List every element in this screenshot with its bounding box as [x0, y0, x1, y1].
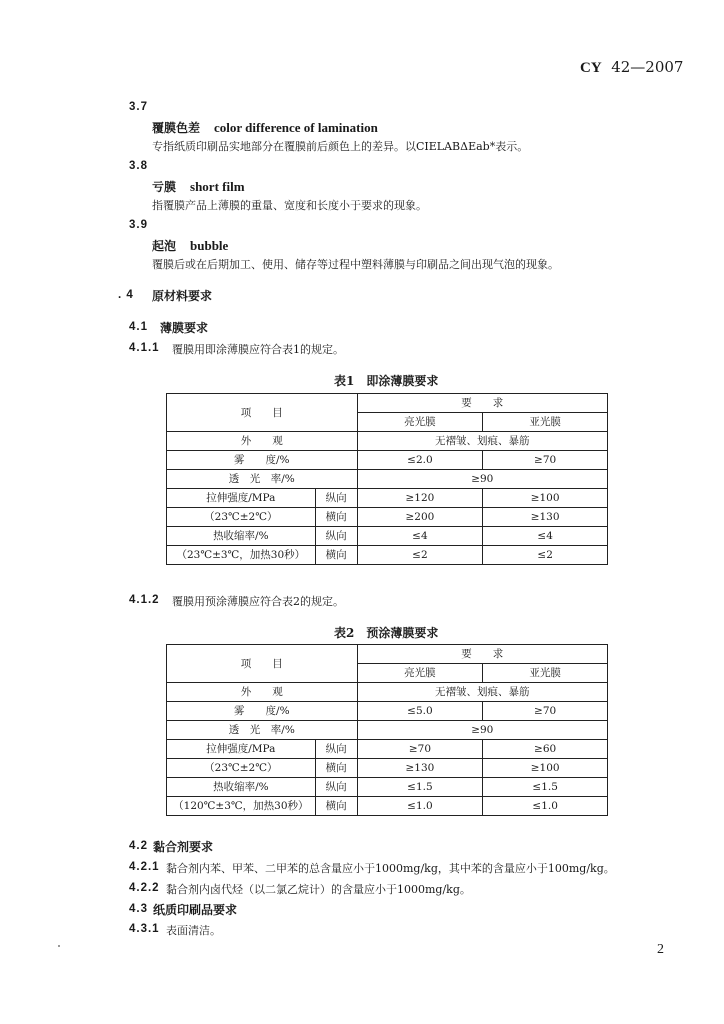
direction-label: 横向 [315, 797, 357, 816]
row-condition: （23℃±2℃） [167, 508, 316, 527]
document-header [580, 58, 683, 77]
section-number: 3.7 [129, 101, 148, 113]
cell-value: ≤4 [357, 527, 483, 546]
cell-value: ≥200 [357, 508, 483, 527]
clause-text: 覆膜用预涂薄膜应符合表2的规定。 [172, 595, 344, 608]
section-number: . 4 [118, 289, 134, 301]
term-chinese: 覆膜色差 [152, 121, 201, 135]
direction-label: 横向 [315, 759, 357, 778]
term-chinese: 起泡 [152, 239, 177, 253]
term-heading [152, 237, 228, 254]
clause-text: 覆膜用即涂薄膜应符合表1的规定。 [172, 343, 344, 356]
clause-text: 黏合剂内苯、甲苯、二甲苯的总含量应小于1000mg/kg，其中苯的含量应小于100mg/kg。 [166, 862, 615, 875]
term-heading [152, 119, 378, 136]
glossy-film-header: 亮光膜 [357, 413, 483, 432]
scan-speck [58, 945, 60, 947]
direction-label: 纵向 [315, 740, 357, 759]
section-number: 4.1 [129, 321, 148, 333]
table-row [167, 683, 608, 702]
item-header: 项 目 [167, 645, 358, 683]
direction-label: 纵向 [315, 527, 357, 546]
table-caption: 表2 预涂薄膜要求 [334, 626, 439, 640]
row-label: 拉伸强度/MPa [167, 489, 316, 508]
section-number: 4.1.2 [129, 594, 160, 606]
term-heading [152, 178, 245, 195]
cell-value: ≤2 [357, 546, 483, 565]
direction-label: 横向 [315, 546, 357, 565]
precoated-film-table [166, 644, 608, 816]
row-label: 热收缩率/% [167, 527, 316, 546]
row-label: 外 观 [167, 683, 358, 702]
table-row [167, 546, 608, 565]
term-definition: 专指纸质印刷品实地部分在覆膜前后颜色上的差异。以CIELABΔEab*表示。 [152, 140, 529, 153]
table-row [167, 394, 608, 413]
direction-label: 纵向 [315, 778, 357, 797]
row-label: 透 光 率/% [167, 721, 358, 740]
section-title: 原材料要求 [152, 289, 213, 303]
cell-value: ≥120 [357, 489, 483, 508]
matte-film-header: 亚光膜 [483, 664, 608, 683]
table-row [167, 470, 608, 489]
term-definition: 指覆膜产品上薄膜的重量、宽度和长度小于要求的现象。 [152, 199, 427, 212]
term-chinese: 亏膜 [152, 180, 177, 194]
row-label: 透 光 率/% [167, 470, 358, 489]
section-title: 薄膜要求 [160, 321, 209, 335]
section-number: 4.2 [129, 840, 148, 852]
table-row [167, 759, 608, 778]
row-label: 雾 度/% [167, 702, 358, 721]
cell-value: ≥90 [357, 470, 607, 489]
cell-value: ≥70 [483, 451, 608, 470]
row-label: 外 观 [167, 432, 358, 451]
cell-value: ≥90 [357, 721, 607, 740]
item-header: 项 目 [167, 394, 358, 432]
row-label: 雾 度/% [167, 451, 358, 470]
page-number: 2 [657, 942, 664, 957]
table-row [167, 702, 608, 721]
clause-text: 表面清洁。 [166, 924, 221, 937]
term-definition: 覆膜后或在后期加工、使用、储存等过程中塑料薄膜与印刷品之间出现气泡的现象。 [152, 258, 559, 271]
cell-value: ≥130 [357, 759, 483, 778]
cell-value: 无褶皱、划痕、暴筋 [357, 683, 607, 702]
table-row [167, 432, 608, 451]
cell-value: 无褶皱、划痕、暴筋 [357, 432, 607, 451]
term-english: bubble [190, 238, 229, 253]
table-row [167, 721, 608, 740]
section-number: 3.8 [129, 160, 148, 172]
section-number: 3.9 [129, 219, 148, 231]
table-row [167, 527, 608, 546]
matte-film-header: 亚光膜 [483, 413, 608, 432]
standard-number: 42—2007 [611, 58, 684, 76]
cell-value: ≥100 [483, 759, 608, 778]
section-number: 4.1.1 [129, 342, 160, 354]
requirement-header: 要 求 [357, 645, 607, 664]
instant-coat-film-table [166, 393, 608, 565]
cell-value: ≤1.5 [357, 778, 483, 797]
table-row [167, 508, 608, 527]
section-number: 4.2.1 [129, 861, 160, 873]
clause-text: 黏合剂内卤代烃（以二氯乙烷计）的含量应小于1000mg/kg。 [166, 883, 471, 896]
cell-value: ≥130 [483, 508, 608, 527]
row-label: 热收缩率/% [167, 778, 316, 797]
section-number: 4.2.2 [129, 882, 160, 894]
table-caption: 表1 即涂薄膜要求 [334, 374, 439, 388]
cell-value: ≥100 [483, 489, 608, 508]
table-row [167, 740, 608, 759]
table-row [167, 489, 608, 508]
term-english: short film [190, 179, 245, 194]
cell-value: ≤1.0 [357, 797, 483, 816]
table-row [167, 778, 608, 797]
table-row [167, 797, 608, 816]
section-number: 4.3 [129, 903, 148, 915]
cell-value: ≥60 [483, 740, 608, 759]
section-number: 4.3.1 [129, 923, 160, 935]
cell-value: ≤1.0 [483, 797, 608, 816]
direction-label: 横向 [315, 508, 357, 527]
term-english: color difference of lamination [214, 120, 378, 135]
table-row [167, 645, 608, 664]
direction-label: 纵向 [315, 489, 357, 508]
cell-value: ≥70 [483, 702, 608, 721]
cell-value: ≤2.0 [357, 451, 483, 470]
standard-code: CY [580, 60, 602, 76]
row-condition: （23℃±3℃，加热30秒） [167, 546, 316, 565]
cell-value: ≤5.0 [357, 702, 483, 721]
table-row [167, 451, 608, 470]
row-label: 拉伸强度/MPa [167, 740, 316, 759]
cell-value: ≥70 [357, 740, 483, 759]
row-condition: （120℃±3℃，加热30秒） [167, 797, 316, 816]
section-title: 黏合剂要求 [153, 840, 214, 854]
cell-value: ≤1.5 [483, 778, 608, 797]
cell-value: ≤2 [483, 546, 608, 565]
cell-value: ≤4 [483, 527, 608, 546]
row-condition: （23℃±2℃） [167, 759, 316, 778]
glossy-film-header: 亮光膜 [357, 664, 483, 683]
requirement-header: 要 求 [357, 394, 607, 413]
section-title: 纸质印刷品要求 [153, 903, 238, 917]
